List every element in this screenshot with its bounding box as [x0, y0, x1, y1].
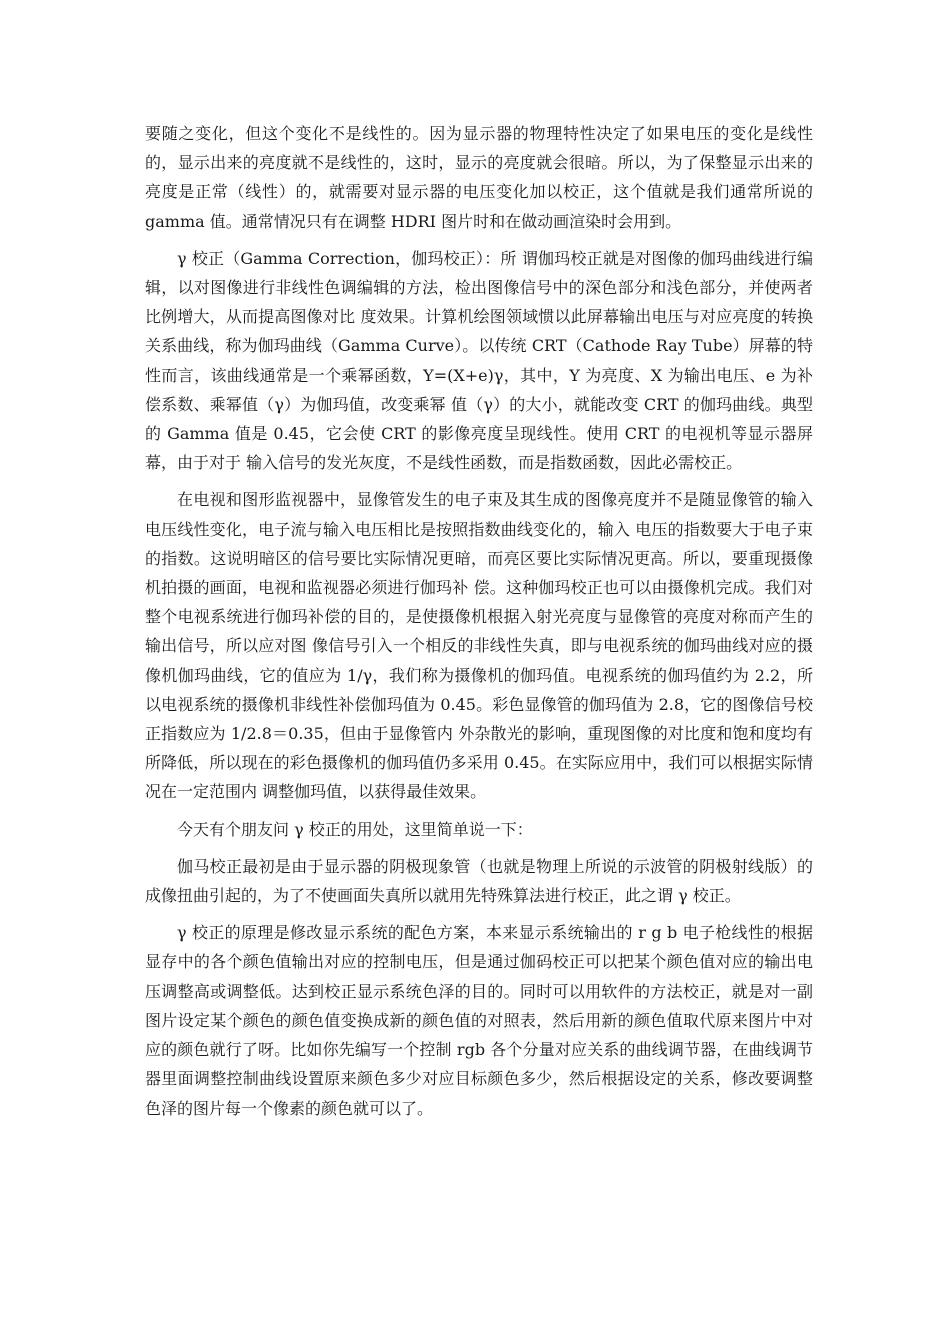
paragraph-6: γ 校正的原理是修改显示系统的配色方案，本来显示系统输出的 r g b 电子枪线性的根据显存中的各个颜色值输出对应的控制电压，但是通过伽码校正可以把某个颜色值对应的输出电压调整高或调整低。达到校正显示系统色泽的目的。同时可以用软件的方法校正，就是对一副图片设定某个颜色的颜色值变换成新的颜色值的对照表，然后用新的颜色值取代原来图片中对应的颜色就行了呀。比如你先编写一个控制 rgb 各个分量对应关系的曲线调节器，在曲线调节器里面调整控制曲线设置原来颜色多少对应目标颜色多少，然后根据设定的关系，修改要调整色泽的图片每一个像素的颜色就可以了。: [145, 923, 813, 1118]
paragraph-4: 今天有个朋友问 γ 校正的用处，这里简单说一下：: [177, 819, 533, 839]
paragraph-5: 伽马校正最初是由于显示器的阴极现象管（也就是物理上所说的示波管的阴极射线版）的成像扭曲引起的，为了不使画面失真所以就用先特殊算法进行校正，此之谓 γ 校正。: [145, 856, 813, 906]
paragraph-1: 要随之变化，但这个变化不是线性的。因为显示器的物理特性决定了如果电压的变化是线性的，显示出来的亮度就不是线性的，这时，显示的亮度就会很暗。所以，为了保整显示出来的亮度是正常（线性）的，就需要对显示器的电压变化加以校正，这个值就是我们通常所说的 gamma 值。通常情况只有在调整 HDRI 图片时和在做动画渲染时会用到。: [145, 124, 813, 231]
paragraph-2: γ 校正（Gamma Correction，伽玛校正）：所 谓伽玛校正就是对图像的伽玛曲线进行编辑，以对图像进行非线性色调编辑的方法，检出图像信号中的深色部分和浅色部分，并使两者比例增大，从而提高图像对比 度效果。计算机绘图领域惯以此屏幕输出电压与对应亮度的转换关系曲线，称为伽玛曲线（Gamma Curve）。以传统 CRT（Cathode Ray Tube）屏幕的特性而言，该曲线通常是一个乘幂函数，Y=(X+e)γ，其中，Y 为亮度、X 为输出电压、e 为补偿系数、乘幂值（γ）为伽玛值，改变乘幂 值（γ）的大小，就能改变 CRT 的伽玛曲线。典型的 Gamma 值是 0.45，它会使 CRT 的影像亮度呈现线性。使用 CRT 的电视机等显示器屏幕，由于对于 输入信号的发光灰度，不是线性函数，而是指数函数，因此必需校正。: [145, 248, 813, 473]
paragraph-3: 在电视和图形监视器中，显像管发生的电子束及其生成的图像亮度并不是随显像管的输入电压线性变化，电子流与输入电压相比是按照指数曲线变化的，输入 电压的指数要大于电子束的指数。这说明暗区的信号要比实际情况更暗，而亮区要比实际情况更高。所以，要重现摄像机拍摄的画面，电视和监视器必须进行伽玛补 偿。这种伽玛校正也可以由摄像机完成。我们对整个电视系统进行伽玛补偿的目的，是使摄像机根据入射光亮度与显像管的亮度对称而产生的输出信号，所以应对图 像信号引入一个相反的非线性失真，即与电视系统的伽玛曲线对应的摄像机伽玛曲线，它的值应为 1/γ，我们称为摄像机的伽玛值。电视系统的伽玛值约为 2.2，所以电视系统的摄像机非线性补偿伽玛值为 0.45。彩色显像管的伽玛值为 2.8，它的图像信号校正指数应为 1/2.8＝0.35，但由于显像管内 外杂散光的影响，重现图像的对比度和饱和度均有所降低，所以现在的彩色摄像机的伽玛值仍多采用 0.45。在实际应用中，我们可以根据实际情况在一定范围内 调整伽玛值，以获得最佳效果。: [145, 490, 813, 802]
document-page: [145, 119, 813, 1131]
